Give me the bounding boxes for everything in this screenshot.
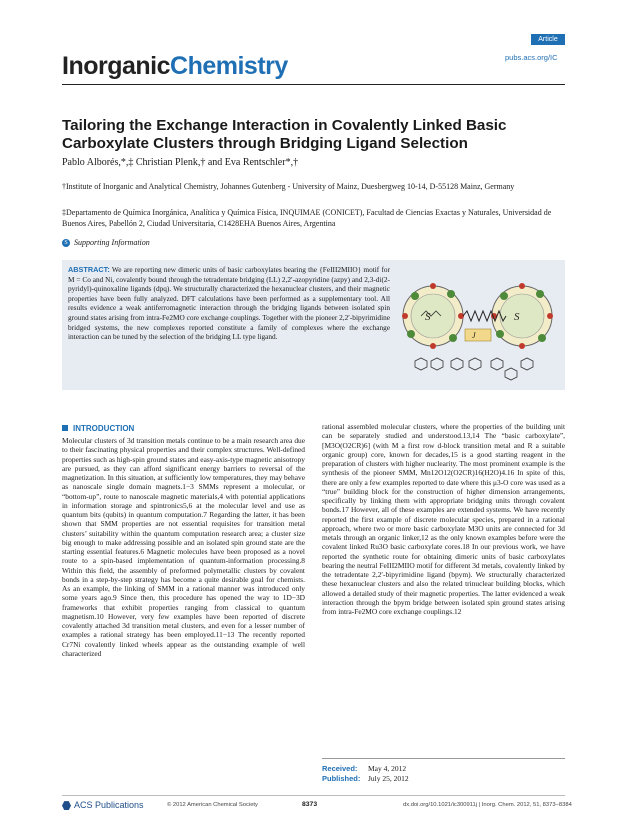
published-row bbox=[322, 774, 409, 784]
journal-logo-part2: Chemistry bbox=[170, 52, 288, 80]
author-list: Pablo Alborés,*,‡ Christian Plenk,† and Eva Rentschler*,† bbox=[62, 157, 299, 168]
journal-logo-part1: Inorganic bbox=[62, 52, 171, 80]
copyright-notice: © 2012 American Chemical Society bbox=[167, 802, 258, 808]
publisher-logo[interactable] bbox=[62, 800, 144, 810]
publisher-name: ACS Publications bbox=[74, 800, 144, 810]
supporting-info-link[interactable] bbox=[62, 238, 150, 247]
received-date: May 4, 2012 bbox=[368, 764, 407, 773]
spin-label-s1: S bbox=[425, 311, 431, 323]
doi-citation[interactable]: dx.doi.org/10.1021/ic300911j | Inorg. Chem. 2012, 51, 8373−8384 bbox=[403, 802, 572, 808]
exchange-j-box bbox=[465, 329, 491, 341]
section-marker-icon bbox=[62, 425, 68, 431]
body-column-right: rational assembled molecular clusters, where the properties of the building unit can be separately studied and understood.13,14 The “basic carboxylate”, [M3O(O2CR)6] (with M a first row d-block transition metal and R a suitable organic group) core, known for decades,15 is a good starting reagent in the preparation of clusters with higher nuclearity. The most prominent example is the synthesis of the pioneer SMM, Mn12O12(O2CR)16(H2O)4.16 In spite of this, there are only a few examples reported to date where this μ3-O core was used as a “true” building block for the construction of higher dimension arrangements, specifically by linking them with appropriate bridging units through covalent bonds.17 However, all of these examples are extended systems. We have recently reported the first example of discrete molecular species, prepared in a rational approach, where two or more basic carboxylate M3O units are connected for 3d metals through an organic linker,12 as the only known examples before were the covalent linked Ru3O basic carboxylate cores.18 In our previous work, we have reported the synthetic route for obtaining dimeric units of basic carboxylates bearing the neutral FeIII2MIIO motif for different 3d metals, covalently linked by the tetradentate 2,2′-bipyrimidine ligand (bpym). We structurally characterized these hexanuclear clusters and also the related trinuclear building blocks, which allowed a detailed study of their magnetic properties. The latter evidenced a weak interaction through the bpym bridge between isolated spin ground states arising from intra-Fe2MO core exchange couplings.12 bbox=[322, 422, 565, 616]
left-cluster-figure bbox=[402, 283, 464, 349]
right-cluster-figure bbox=[491, 283, 553, 349]
acs-hex-icon bbox=[62, 801, 71, 810]
abstract-label: ABSTRACT: bbox=[68, 265, 110, 274]
section-heading-label: INTRODUCTION bbox=[73, 424, 135, 433]
article-badge: Article bbox=[531, 34, 565, 45]
bridging-ligand-structures bbox=[415, 358, 533, 380]
article-title: Tailoring the Exchange Interaction in Covalently Linked Basic Carboxylate Clusters through Bridging Ligand Selection bbox=[62, 117, 507, 152]
affiliation-2: ‡Departamento de Química Inorgánica, Analítica y Química Física, INQUIMAE (CONICET), Facultad de Ciencias Exactas y Naturales, Universidad de Buenos Aires, Pabellón 2, Ciudad Universitaria, C1428EHA Buenos Aires, Argentina bbox=[62, 208, 552, 228]
publication-dates bbox=[322, 764, 409, 784]
footer-rule bbox=[62, 795, 565, 796]
journal-logo bbox=[62, 52, 288, 81]
supporting-info-label: Supporting Information bbox=[74, 238, 150, 247]
header-rule bbox=[62, 84, 565, 85]
toc-graphic bbox=[395, 266, 560, 386]
dates-rule bbox=[322, 758, 565, 759]
affiliation-1: †Institute of Inorganic and Analytical Chemistry, Johannes Gutenberg - University of Mainz, Duesbergweg 10-14, D-55128 Mainz, Germany bbox=[62, 182, 515, 191]
abstract-body: We are reporting new dimeric units of basic carboxylates bearing the {FeIII2MIIO} motif for M = Co and Ni, covalently bound through the tetradentate bridging (LL) 2,2′-azopyridine (azpy) and 2,3-di(2-pyridyl)-quinoxaline ligands (dpq). We structurally characterized the hexanuclear clusters, and their magnetic properties have been fully analyzed. DFT calculations have been performed as a supplementary tool. All results evidence a weak antiferromagnetic interaction through the bridging ligands between isolated spin ground states arising from intra-Fe2MO core exchange couplings. Together with the pioneer 2,2′-bipyrimidine bridged systems, the new complexes reported constitute a family of complexes where the exchange interaction can be tuned by the selection of the bridging LL type ligand. bbox=[68, 265, 390, 342]
section-heading bbox=[62, 424, 134, 433]
exchange-j-label: J bbox=[472, 331, 476, 340]
body-column-left: Molecular clusters of 3d transition metals continue to be a main research area due to their fascinating physical properties and their complex structures. Well-defined properties such as high-spin ground states and easy-axis-type magnetic anisotropy are pursued, as they can afford significant energy barriers to reversal of the magnetization. In this situation, at sufficiently low temperatures, they may behave as nanoscale single domain magnets.1−3 SMMs represent a molecular, or “bottom-up”, route to nanoscale magnetic materials,4 with potential applications in information storage and spintronics5,6 at the molecular level and use as quantum bits (qubits) in quantum computation.7 Regarding the latter, it has been shown that SMM properties are not essential requisites for transition metal clusters’ suitability within the quantum computation research area; a cluster size big enough to make addressing possible and an isolated spin ground state are the starting essential features.6 Magnetic molecules have been proposed as a novel route to a spin-based implementation of quantum-information processing.8 Within this field, the assembly of preformed polymetallic clusters by covalent bonds in a step-by-step strategy has become a quite desirable goal for chemists. As an example, the linking of SMM in a rational manner was introduced only some years ago.9 Since then, this procedure has opened the way to 1D−3D frameworks that exhibit properties ranging from classical to quantum magnetism.10 However, very few examples have been reported of discrete covalently attached 3d transition metal clusters, and even for a lesser number of examples a rational strategy has been employed.11−13 The recently reported Cr7Ni covalently linked wheels appear as the outstanding example of well characterized bbox=[62, 436, 305, 658]
supporting-info-icon: S bbox=[62, 239, 70, 247]
page-number: 8373 bbox=[302, 801, 318, 808]
spin-label-s2: S bbox=[514, 311, 520, 323]
received-label: Received: bbox=[322, 764, 358, 773]
received-row bbox=[322, 764, 409, 774]
published-date: July 25, 2012 bbox=[368, 774, 409, 783]
journal-url[interactable]: pubs.acs.org/IC bbox=[505, 53, 558, 62]
published-label: Published: bbox=[322, 774, 361, 783]
abstract bbox=[68, 265, 390, 342]
